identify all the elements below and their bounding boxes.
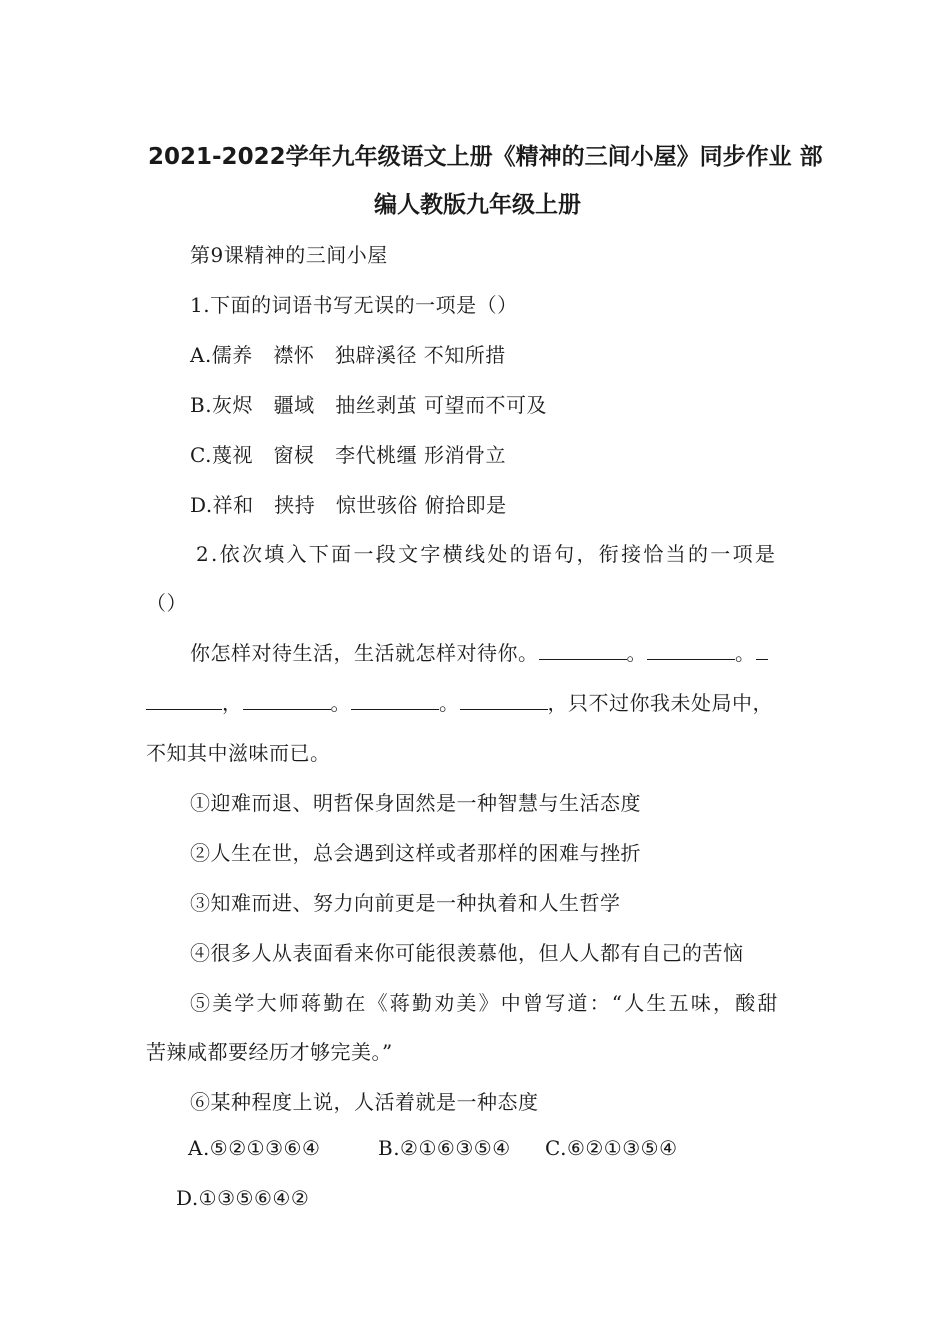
question-1-option-c: C.蔑视 窗棂 李代桃缰 形消骨立 [190,443,506,467]
question-1-stem: 1.下面的词语书写无误的一项是（） [190,293,518,317]
question-1-option-b: B.灰烬 疆域 抽丝剥茧 可望而不可及 [190,393,548,417]
passage-line-3: 不知其中滋味而已。 [146,741,331,765]
question-2-option-d: D.①③⑤⑥④② [176,1186,310,1210]
question-1-option-d: D.祥和 挟持 惊世骇俗 俯拾即是 [190,493,507,517]
passage-separator: 。 [626,641,647,665]
sentence-2: ②人生在世，总会遇到这样或者那样的困难与挫折 [190,841,641,865]
question-2-option-a: A.⑤②①③⑥④ [188,1136,321,1160]
fill-blank-2[interactable] [647,643,735,660]
question-2-option-b: B.②①⑥③⑤④ [378,1136,511,1160]
passage-text: 你怎样对待生活，生活就怎样对待你。 [190,641,539,665]
lesson-heading: 第9课精神的三间小屋 [190,243,388,267]
passage-text: ，只不过你我未处局中， [547,691,773,715]
passage-line-2 [146,687,773,716]
passage-line-1 [190,637,768,666]
question-2-stem: 2.依次填入下面一段文字横线处的语句，衔接恰当的一项是 [196,542,778,566]
passage-separator: ， [222,691,243,715]
passage-separator: 。 [439,691,460,715]
passage-separator: 。 [330,691,351,715]
fill-blank-3a[interactable] [756,643,768,660]
sentence-5: ⑤美学大师蒋勤在《蒋勤劝美》中曾写道：“人生五味，酸甜 [190,991,780,1015]
question-2-option-c: C.⑥②①③⑤④ [545,1136,678,1160]
doc-title-line2: 编人教版九年级上册 [374,192,581,218]
fill-blank-3b[interactable] [146,693,222,710]
sentence-6: ⑥某种程度上说，人活着就是一种态度 [190,1090,539,1114]
passage-separator: 。 [735,641,756,665]
sentence-5-continued: 苦辣咸都要经历才够完美。” [146,1040,393,1064]
question-2-stem-paren: （） [146,591,187,615]
fill-blank-1[interactable] [539,643,627,660]
sentence-3: ③知难而进、努力向前更是一种执着和人生哲学 [190,891,621,915]
fill-blank-6[interactable] [460,693,548,710]
fill-blank-4[interactable] [243,693,331,710]
doc-title-line1: 2021-2022学年九年级语文上册《精神的三间小屋》同步作业 部 [148,144,823,170]
sentence-4: ④很多人从表面看来你可能很羡慕他，但人人都有自己的苦恼 [190,941,744,965]
sentence-1: ①迎难而退、明哲保身固然是一种智慧与生活态度 [190,791,641,815]
fill-blank-5[interactable] [351,693,439,710]
question-1-option-a: A.儒养 襟怀 独辟溪径 不知所措 [190,343,506,367]
